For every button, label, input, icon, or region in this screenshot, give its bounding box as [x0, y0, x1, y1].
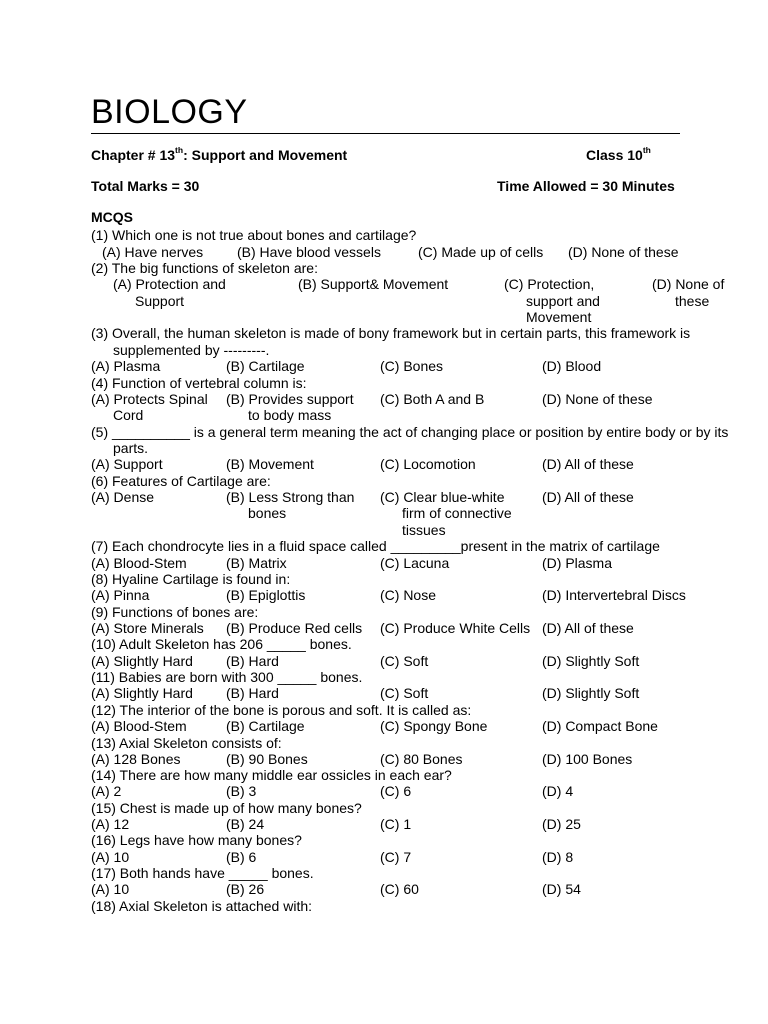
option-c-cont: firm of connective — [402, 505, 512, 521]
question-stem: (9) Functions of bones are: — [91, 604, 259, 620]
option-c: (C) Locomotion — [380, 456, 476, 472]
option-b: (B) Matrix — [226, 555, 287, 571]
option-b-cont: bones — [248, 505, 287, 521]
time-allowed: Time Allowed = 30 Minutes — [497, 178, 675, 194]
option-c: (C) Spongy Bone — [380, 718, 488, 734]
question-stem: (5) __________ is a general term meaning the act of changing place or position by entire body or by its — [91, 424, 729, 440]
option-c: (C) 1 — [380, 816, 412, 832]
option-b: (B) 3 — [226, 783, 257, 799]
question-stem: (8) Hyaline Cartilage is found in: — [91, 571, 291, 587]
option-d: (D) None of these — [568, 244, 679, 260]
option-c: (C) Lacuna — [380, 555, 450, 571]
question-stem: (10) Adult Skeleton has 206 _____ bones. — [91, 636, 352, 652]
class-label — [586, 147, 651, 163]
option-d: (D) All of these — [542, 620, 634, 636]
option-d: (D) None of these — [542, 391, 653, 407]
option-d: (D) Blood — [542, 358, 602, 374]
option-a: (A) 10 — [91, 849, 130, 865]
option-c: (C) 7 — [380, 849, 412, 865]
option-a: (A) Blood-Stem — [91, 718, 187, 734]
question-stem-cont: parts. — [113, 440, 149, 456]
question-stem: (17) Both hands have _____ bones. — [91, 865, 314, 881]
option-c: (C) Clear blue-white — [380, 489, 505, 505]
option-b: (B) 24 — [226, 816, 265, 832]
option-a: (A) 10 — [91, 881, 130, 897]
option-c-cont: Movement — [526, 309, 592, 325]
option-a: (A) Dense — [91, 489, 155, 505]
option-c-cont: support and — [526, 293, 600, 309]
option-d: (D) None of — [652, 276, 725, 292]
option-c: (C) Bones — [380, 358, 444, 374]
option-a: (A) Slightly Hard — [91, 653, 193, 669]
option-a: (A) Have nerves — [102, 244, 204, 260]
class-sup: th — [642, 145, 651, 156]
option-d: (D) Intervertebral Discs — [542, 587, 686, 603]
question-stem: (4) Function of vertebral column is: — [91, 375, 307, 391]
option-a: (A) 12 — [91, 816, 130, 832]
question-stem: (13) Axial Skeleton consists of: — [91, 735, 282, 751]
option-c: (C) Soft — [380, 685, 429, 701]
page-title: BIOLOGY — [91, 93, 248, 131]
option-d: (D) Slightly Soft — [542, 685, 640, 701]
option-b-cont: to body mass — [248, 407, 332, 423]
option-a: (A) Support — [91, 456, 163, 472]
option-b: (B) 26 — [226, 881, 265, 897]
option-a: (A) Pinna — [91, 587, 150, 603]
question-stem: (3) Overall, the human skeleton is made of bony framework but in certain parts, this framework is — [91, 325, 691, 341]
option-c: (C) Made up of cells — [418, 244, 544, 260]
option-b: (B) Support& Movement — [298, 276, 449, 292]
option-d: (D) All of these — [542, 489, 634, 505]
option-c: (C) Produce White Cells — [380, 620, 531, 636]
question-stem: (2) The big functions of skeleton are: — [91, 260, 318, 276]
question-stem: (18) Axial Skeleton is attached with: — [91, 898, 313, 914]
option-c: (C) Both A and B — [380, 391, 485, 407]
option-c: (C) Soft — [380, 653, 429, 669]
question-stem: (11) Babies are born with 300 _____ bones. — [91, 669, 363, 685]
option-b: (B) Hard — [226, 653, 279, 669]
question-stem: (7) Each chondrocyte lies in a fluid space called _________present in the matrix of cartilage — [91, 538, 660, 554]
option-d-cont: these — [675, 293, 710, 309]
option-a-cont: Cord — [113, 407, 144, 423]
option-a: (A) Store Minerals — [91, 620, 204, 636]
option-a: (A) Slightly Hard — [91, 685, 193, 701]
option-d: (D) 25 — [542, 816, 581, 832]
option-b: (B) Cartilage — [226, 358, 305, 374]
option-b: (B) 90 Bones — [226, 751, 308, 767]
option-b: (B) Hard — [226, 685, 279, 701]
question-stem: (6) Features of Cartilage are: — [91, 473, 271, 489]
option-d: (D) 4 — [542, 783, 574, 799]
option-a-cont: Support — [135, 293, 185, 309]
option-b: (B) Movement — [226, 456, 314, 472]
option-a: (A) Protects Spinal — [91, 391, 208, 407]
option-b: (B) Have blood vessels — [237, 244, 381, 260]
option-b: (B) Cartilage — [226, 718, 305, 734]
option-a: (A) Blood-Stem — [91, 555, 187, 571]
option-c: (C) 6 — [380, 783, 412, 799]
chapter-number: Chapter # 13 — [91, 147, 176, 163]
option-b: (B) Epiglottis — [226, 587, 306, 603]
option-c: (C) 60 — [380, 881, 419, 897]
option-b: (B) Provides support — [226, 391, 354, 407]
option-d: (D) Plasma — [542, 555, 613, 571]
option-a: (A) Plasma — [91, 358, 161, 374]
chapter-heading — [91, 147, 347, 163]
question-stem-cont: supplemented by ---------. — [113, 342, 270, 358]
option-d: (D) All of these — [542, 456, 634, 472]
option-d: (D) 8 — [542, 849, 574, 865]
option-b: (B) 6 — [226, 849, 257, 865]
option-a: (A) 2 — [91, 783, 122, 799]
chapter-title: : Support and Movement — [183, 147, 348, 163]
option-a: (A) 128 Bones — [91, 751, 181, 767]
class-number: Class 10 — [586, 147, 643, 163]
question-stem: (15) Chest is made up of how many bones? — [91, 800, 362, 816]
option-d: (D) 100 Bones — [542, 751, 633, 767]
title-underline — [91, 133, 680, 134]
question-stem: (14) There are how many middle ear ossicles in each ear? — [91, 767, 452, 783]
question-stem: (16) Legs have how many bones? — [91, 832, 302, 848]
option-c: (C) Protection, — [504, 276, 595, 292]
total-marks: Total Marks = 30 — [91, 178, 200, 194]
option-c-cont: tissues — [402, 522, 446, 538]
option-d: (D) Slightly Soft — [542, 653, 640, 669]
option-a: (A) Protection and — [113, 276, 226, 292]
chapter-sup: th — [175, 145, 184, 156]
section-heading: MCQS — [91, 209, 133, 225]
option-c: (C) Nose — [380, 587, 437, 603]
option-b: (B) Produce Red cells — [226, 620, 363, 636]
option-c: (C) 80 Bones — [380, 751, 463, 767]
question-stem: (12) The interior of the bone is porous and soft. It is called as: — [91, 702, 472, 718]
option-d: (D) Compact Bone — [542, 718, 658, 734]
option-b: (B) Less Strong than — [226, 489, 355, 505]
question-stem: (1) Which one is not true about bones and cartilage? — [91, 227, 417, 243]
option-d: (D) 54 — [542, 881, 581, 897]
